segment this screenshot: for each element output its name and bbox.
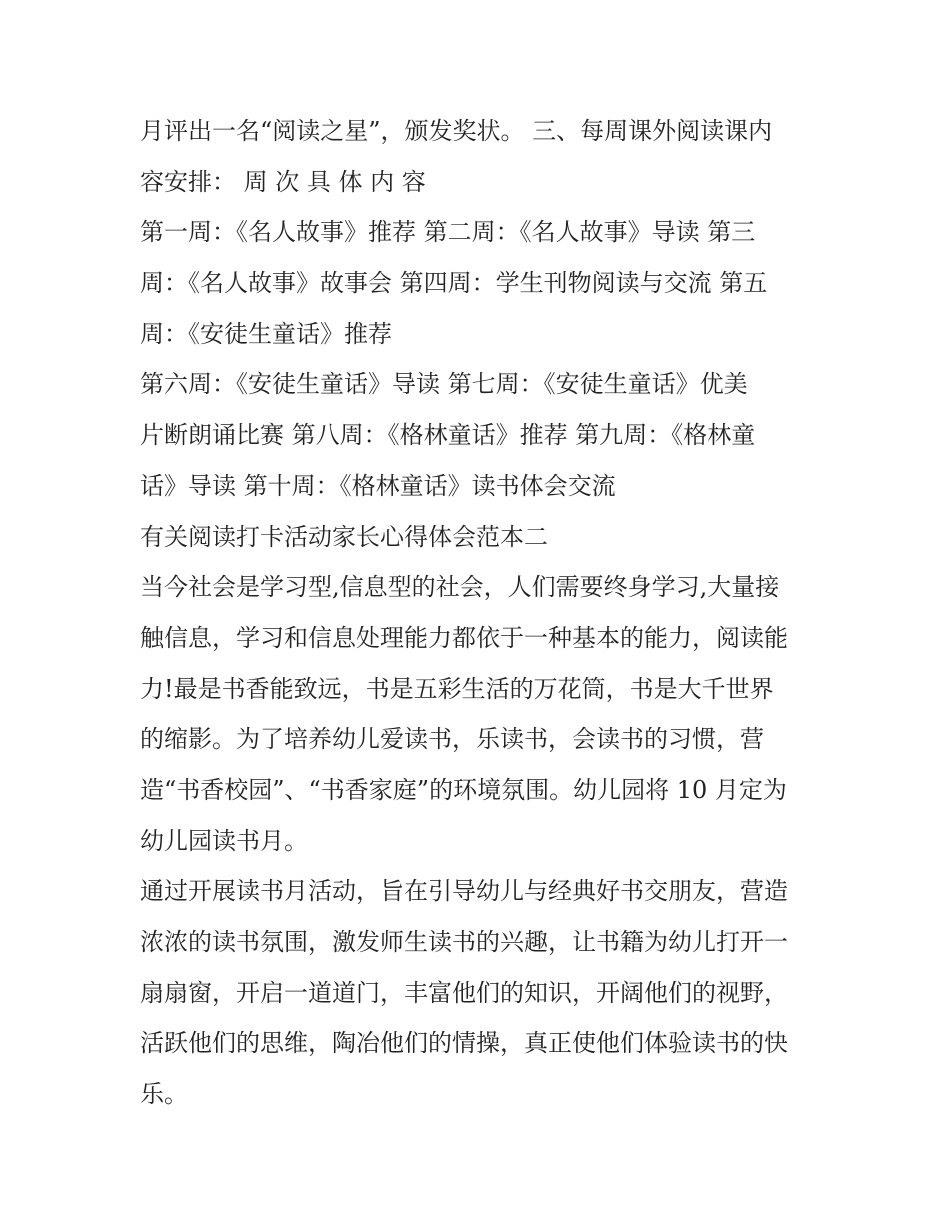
text-line: 周：《名人故事》故事会 第四周：学生刊物阅读与交流 第五: [140, 269, 768, 298]
text-line: 通过开展读书月活动，旨在引导幼儿与经典好书交朋友，营造: [140, 877, 788, 906]
text-line: 触信息，学习和信息处理能力都依于一种基本的能力，阅读能: [140, 623, 788, 652]
section-heading: 有关阅读打卡活动家长心得体会范本二: [140, 522, 548, 551]
text-line: 活跃他们的思维，陶冶他们的情操，真正使他们体验读书的快: [140, 1029, 788, 1058]
text-line: 扇扇窗，开启一道道门，丰富他们的知识，开阔他们的视野，: [140, 978, 788, 1007]
text-line: 幼儿园读书月。: [140, 826, 308, 855]
text-line: 造“书香校园”、“书香家庭”的环境氛围。幼儿园将 10 月定为: [140, 775, 787, 804]
text-line: 容安排： 周 次 具 体 内 容: [140, 167, 426, 196]
text-line: 月评出一名“阅读之星”，颁发奖状。 三、每周课外阅读课内: [140, 117, 773, 145]
text-line: 当今社会是学习型,信息型的社会，人们需要终身学习,大量接: [140, 573, 780, 602]
text-line: 乐。: [140, 1080, 188, 1109]
text-line: 第一周：《名人故事》推荐 第二周：《名人故事》导读 第三: [140, 218, 756, 247]
text-line: 片断朗诵比赛 第八周：《格林童话》推荐 第九周：《格林童: [140, 421, 756, 450]
document-body: [140, 106, 830, 1120]
text-line: 浓浓的读书氛围，激发师生读书的兴趣，让书籍为幼儿打开一: [140, 928, 788, 956]
text-line: 话》导读 第十周：《格林童话》读书体会交流: [140, 471, 616, 500]
text-line: 第六周：《安徒生童话》导读 第七周：《安徒生童话》优美: [140, 370, 748, 399]
text-line: 的缩影。为了培养幼儿爱读书，乐读书，会读书的习惯，营: [140, 725, 764, 754]
text-line: 周：《安徒生童话》推荐: [140, 319, 392, 348]
text-line: 力!最是书香能致远，书是五彩生活的万花筒，书是大千世界: [140, 674, 774, 703]
